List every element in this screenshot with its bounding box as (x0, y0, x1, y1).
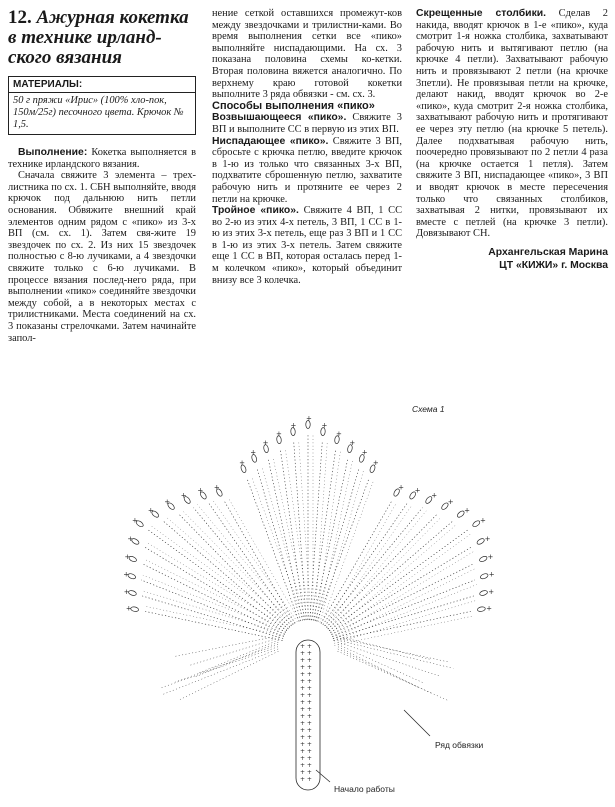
column-right (416, 8, 608, 272)
stitch-spoke-inner (331, 524, 457, 632)
triple-picot-term: Тройное «пико». (212, 205, 299, 217)
stitch-spoke-inner (145, 606, 283, 635)
stem-stitch-mark: + + (300, 657, 312, 664)
stitch-spoke (328, 521, 454, 629)
stitch-spoke (294, 442, 306, 620)
stitch-spoke-inner (229, 499, 300, 621)
cross-stitch-mark: + (123, 570, 130, 579)
stitch-spoke (326, 513, 438, 627)
drop-picot-term: Ниспадающее «пико». (212, 135, 329, 147)
stem-stitch-mark: + + (300, 650, 312, 657)
cross-stitch-mark: + (147, 506, 154, 515)
edge-row-label: Ряд обвязки (435, 740, 484, 750)
cross-stitch-mark: + (488, 570, 495, 579)
lower-leaf-spoke (336, 636, 430, 660)
stem-stitch-mark: + + (300, 769, 312, 776)
cross-stitch-mark: + (125, 604, 132, 613)
start-label: Начало работы (334, 784, 395, 794)
stem-stitch-mark: + + (300, 776, 312, 783)
stitch-spoke (325, 508, 423, 626)
stem-stitch-mark: + + (300, 706, 312, 713)
stitch-spoke-inner (252, 476, 304, 619)
stitch-spoke-inner (213, 501, 297, 622)
cross-stitch-mark: + (124, 552, 131, 561)
stem-stitch-mark: + + (300, 671, 312, 678)
author-name: Архангельская Марина (488, 246, 608, 258)
materials-text: 50 г пряжи «Ирис» (100% хло-пок, 150м/25г) песочного цвета. Крючок № 1,5. (13, 95, 184, 130)
cross-stitch-mark: + (398, 483, 404, 492)
signature (416, 246, 608, 272)
stem-stitch-mark: + + (300, 720, 312, 727)
lower-leaf-spoke (338, 647, 419, 688)
stitch-spoke-inner (334, 585, 477, 642)
execution-text: Кокетка выполняется в технике ирландского вязания. (8, 147, 196, 170)
cross-stitch-mark: + (464, 506, 470, 515)
cross-stitch-mark: + (276, 429, 282, 438)
stitch-spoke-inner (143, 575, 286, 632)
stem-stitch-mark: + + (300, 692, 312, 699)
continuation-paragraph: нение сеткой оставшихся промежут-ков между звездочками и трилистни-ками. Во время выполнения сетки все «пико» выполняйте ниспадающими. На сх. 3 показана половина схемы ко-кетки. Вторая половина вяжется аналогично. По верхнему краю готовой кокетки выполните 3 ряда обвязки - см. сх. 3. (212, 8, 402, 101)
cross-stitch-mark: + (414, 486, 421, 495)
lower-leaf-spoke (338, 649, 432, 693)
stitch-spoke-inner (334, 616, 472, 645)
stitch-spoke-inner (146, 542, 288, 628)
cross-stitch-mark: + (361, 448, 368, 457)
stitch-spoke-inner (143, 591, 284, 634)
cross-stitch-mark: + (487, 552, 494, 561)
stitch-spoke-inner (262, 467, 306, 620)
stitch-spoke (333, 611, 471, 640)
cross-stitch-mark: + (484, 534, 491, 543)
stitch-spoke-inner (334, 568, 477, 639)
picot-loop (479, 590, 488, 597)
stitch-spoke-inner (285, 449, 309, 620)
lower-leaf-spoke (160, 647, 278, 688)
stitch-spoke-inner (315, 442, 327, 620)
lower-leaf-spoke (338, 651, 449, 701)
stitch-spoke-inner (197, 504, 295, 622)
picot-loop (477, 606, 486, 612)
picot-loop (480, 573, 489, 580)
lower-leaf-spoke (338, 645, 423, 683)
stitch-spoke (194, 508, 292, 626)
stitch-spoke (312, 450, 336, 621)
raised-picot-term: Возвышающееся «пико». (212, 112, 347, 124)
stitch-spoke (148, 530, 287, 631)
stitch-spoke-inner (182, 510, 294, 624)
cross-stitch-mark: + (164, 498, 171, 507)
stitch-spoke-inner (273, 457, 307, 619)
stitch-spoke-inner (318, 459, 352, 621)
stitch-spoke (144, 611, 282, 640)
cross-stitch-mark: + (250, 448, 257, 457)
lower-leaf-spoke (337, 640, 453, 668)
stitch-spoke (257, 468, 301, 621)
stem-stitch-mark: + + (300, 643, 312, 650)
stitch-spoke-inner (332, 534, 471, 635)
cross-stitch-mark: + (213, 483, 220, 492)
cross-stitch-mark: + (262, 438, 269, 447)
materials-box (8, 76, 196, 135)
stitch-spoke (144, 547, 286, 633)
stitch-spoke-inner (330, 517, 442, 631)
article-title-text: Ажурная кокетка в технике ирланд-ского вязания (8, 7, 189, 68)
stitch-spoke (330, 547, 472, 633)
stem-stitch-mark: + + (300, 713, 312, 720)
start-label-group (316, 770, 395, 794)
stem-stitch-mark: + + (300, 748, 312, 755)
execution-paragraph (8, 147, 196, 170)
cross-stitch-mark: + (488, 587, 495, 596)
cross-stitch-mark: + (447, 498, 454, 507)
stitch-spoke-inner (334, 601, 475, 644)
article-number: 12. (8, 7, 32, 28)
crossed-stitch-text: Сделав 2 накида, вводят крючок в 1-е «пико», куда смотрит 1-я ножка столбика, захватывают рабочую нить и вытягивают петлю (на крючке 4 петли). Захватывают рабочую нить и провязывают 2 петли (на крючке 3петли). Не провязывая петли на крючке, делают накид, вводят крючок во 2-е «пико», куда смотрит 2-я ножка столбика, захватывают рабочую нить и протягивают ее через эту петлю (на крючке 5 петель). Далее подхватывая рабочую нить, поочередно провязывают по 2 петли 4 раза (на крючке остается 1 петля). Затем свяжите 3 ВП, ниспадающее «пико», 3 ВП и вводят крючок в месте пересечения только что связанных столбиков, захватывая 2 нитки, провязывают их вместе с петлей (на крючке 3 петли). Довязывают СН. (416, 8, 608, 240)
stitch-spoke (323, 504, 407, 625)
stitch-spoke (329, 530, 468, 631)
stitch-spoke (315, 468, 359, 621)
cross-stitch-mark: + (239, 459, 245, 468)
picot-loop (479, 555, 488, 562)
stitch-spoke-inner (325, 504, 396, 626)
cross-stitch-mark: + (306, 414, 312, 423)
stitch-spoke-inner (333, 551, 475, 637)
stitch-spoke (224, 501, 295, 623)
materials-heading: МАТЕРИАЛЫ: (9, 79, 195, 93)
cross-stitch-mark: + (486, 604, 493, 613)
author-organization: ЦТ «КИЖИ» г. Москва (499, 259, 608, 271)
crochet-chart-scheme-1 (0, 384, 615, 804)
cross-stitch-mark: + (123, 587, 130, 596)
crossed-stitch-term: Скрещенные столбики. (416, 8, 547, 19)
stitch-spoke-inner (322, 480, 374, 623)
cross-stitch-mark: + (372, 459, 379, 468)
cross-stitch-mark: + (479, 516, 486, 525)
cross-stitch-mark: + (431, 491, 438, 500)
stitch-spoke-inner (317, 450, 341, 621)
stitch-spoke (209, 504, 293, 625)
stem-stitch-mark: + + (300, 762, 312, 769)
stem-stitch-mark: + + (300, 678, 312, 685)
stitch-spoke (142, 596, 283, 639)
lower-leaf-spoke (338, 642, 440, 676)
stem-chart (296, 640, 320, 790)
execution-term: Выполнение: (18, 147, 88, 158)
lower-leaf-spoke (199, 640, 278, 673)
cross-stitch-mark: + (335, 429, 342, 438)
cross-stitch-mark: + (321, 421, 328, 430)
lower-leaf-spoke (173, 636, 279, 657)
cross-stitch-mark: + (127, 534, 134, 543)
stem-stitch-mark: + + (300, 727, 312, 734)
stitch-spoke (333, 596, 474, 639)
stem-stitch-mark: + + (300, 664, 312, 671)
drop-picot-text: Свяжите 3 ВП, сбросьте с крючка петлю, введите крючок в 1-ю из только что связанных 3-х ВП, подхватите сброшенную петлю, захватите рабочую нить и протяните ее через 2 петли на крючке. (212, 135, 402, 205)
edge-arrow (404, 710, 430, 736)
picot-border (123, 415, 494, 613)
stitch-spoke (178, 513, 290, 627)
article-title (8, 8, 196, 68)
stitch-spoke (163, 521, 289, 629)
cross-stitch-mark: + (180, 491, 187, 500)
lower-leaf-spoke (175, 645, 278, 683)
chart-caption: Схема 1 (412, 404, 445, 414)
lower-leaf-spoke (188, 638, 279, 666)
stem-stitch-mark: + + (300, 734, 312, 741)
picot-section-title: Способы выполнения «пико» (212, 99, 375, 112)
cross-stitch-mark: + (132, 516, 138, 525)
raised-picot-text: Свяжите 3 ВП и выполните СС в первую из этих ВП. (212, 112, 403, 135)
stitch-spoke (331, 563, 474, 634)
stitch-spoke (280, 450, 304, 621)
lower-leaf-spoke (180, 651, 278, 699)
cross-stitch-mark: + (349, 438, 356, 447)
stitch-spoke (142, 563, 285, 634)
cross-stitch-mark: + (197, 486, 204, 495)
start-arrow (316, 770, 330, 782)
cross-stitch-mark: + (290, 421, 297, 430)
triple-picot-text: Свяжите 4 ВП, 1 СС во 2-ю из этих 4-х петель, 3 ВП, 1 СС в 1-ю из этих 3-х петель, еще раз 3 ВП и 1 СС в 1-ю из этих 3-х петель. Затем свяжите еще 1 СС в ВП, которая осталась перед 1-м колечком «пико», который объединит внизу все 3 колечка. (212, 205, 402, 286)
stem-stitch-mark: + + (300, 755, 312, 762)
column-middle (212, 8, 402, 286)
stitch-spoke-inner (320, 469, 364, 622)
stitch-spoke (321, 501, 392, 623)
instructions-paragraph: Сначала свяжите 3 элемента – трех-листника по сх. 1. СБН выполняйте, вводя крючок под дальнюю нить петли основания. Обвяжите внешний край элементов одним рядом с «пико» из 3-х ВП (см. сх. 1). Затем свя-жите 19 звездочек по сх. 2. Из них 15 звездочек полностью с 8-ю лучиками, а 4 звездочки свяжите только с 6-ю лучиками. В процессе вязания послед-него ряда, при выполнении «пико» соединяйте звездочки между собой, а в некоторых местах с трилистниками. Места соединений на сх. 3 показаны стрелочками. Затем начинайте запол- (8, 170, 196, 344)
stem-stitch-mark: + + (300, 685, 312, 692)
column-left (8, 8, 196, 344)
stem-stitch-mark: + + (300, 741, 312, 748)
edge-label-group (404, 710, 484, 750)
stem-stitch-mark: + + (300, 699, 312, 706)
